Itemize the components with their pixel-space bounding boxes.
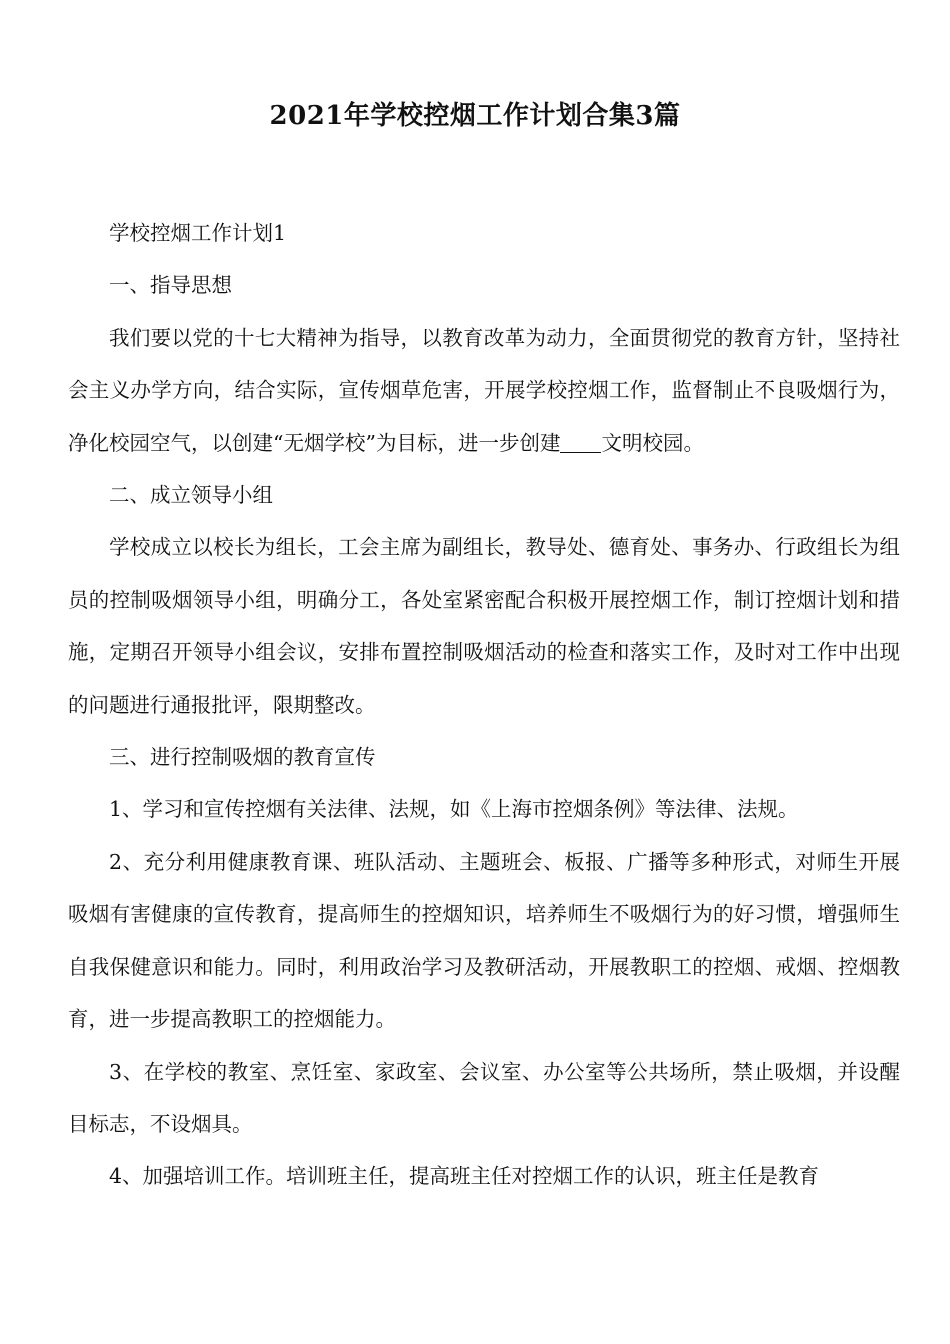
paragraph-leadership-group: 学校成立以校长为组长，工会主席为副组长，教导处、德育处、事务办、行政组长为组员的控制吸烟领导小组，明确分工，各处室紧密配合积极开展控烟工作，制订控烟计划和措施，定期召开领导小组会议，安排布置控制吸烟活动的检查和落实工作，及时对工作中出现的问题进行通报批评，限期整改。 — [68, 535, 900, 717]
section-heading-education-publicity: 三、进行控制吸烟的教育宣传 — [109, 745, 376, 770]
section-heading-leadership-group: 二、成立领导小组 — [109, 483, 273, 508]
list-item-2: 2、充分利用健康教育课、班队活动、主题班会、板报、广播等多种形式，对师生开展吸烟有害健康的宣传教育，提高师生的控烟知识，培养师生不吸烟行为的好习惯，增强师生自我保健意识和能力。同时，利用政治学习及教研活动，开展教职工的控烟、戒烟、控烟教育，进一步提高教职工的控烟能力。 — [68, 849, 900, 1032]
paragraph-guiding-ideology-end: 文明校园。 — [601, 430, 704, 455]
document-title: 2021年学校控烟工作计划合集3篇 — [269, 101, 681, 131]
list-item-4: 4、加强培训工作。培训班主任，提高班主任对控烟工作的认识，班主任是教育 — [109, 1164, 820, 1189]
paragraph-guiding-ideology-text: 我们要以党的十七大精神为指导，以教育改革为动力，全面贯彻党的教育方针，坚持社会主义办学方向，结合实际，宣传烟草危害，开展学校控烟工作，监督制止不良吸烟行为，净化校园空气，以创建“无烟学校”为目标，进一步创建 — [68, 325, 900, 455]
section-heading-guiding-ideology: 一、指导思想 — [109, 273, 232, 298]
fill-in-blank — [560, 431, 601, 453]
section-heading-plan-1: 学校控烟工作计划1 — [109, 221, 287, 245]
list-item-1: 1、学习和宣传控烟有关法律、法规，如《上海市控烟条例》等法律、法规。 — [109, 797, 799, 822]
paragraph-guiding-ideology — [68, 312, 900, 469]
list-item-3: 3、在学校的教室、烹饪室、家政室、会议室、办公室等公共场所，禁止吸烟，并设醒目标志，不设烟具。 — [68, 1059, 900, 1136]
document-body — [68, 207, 900, 1203]
